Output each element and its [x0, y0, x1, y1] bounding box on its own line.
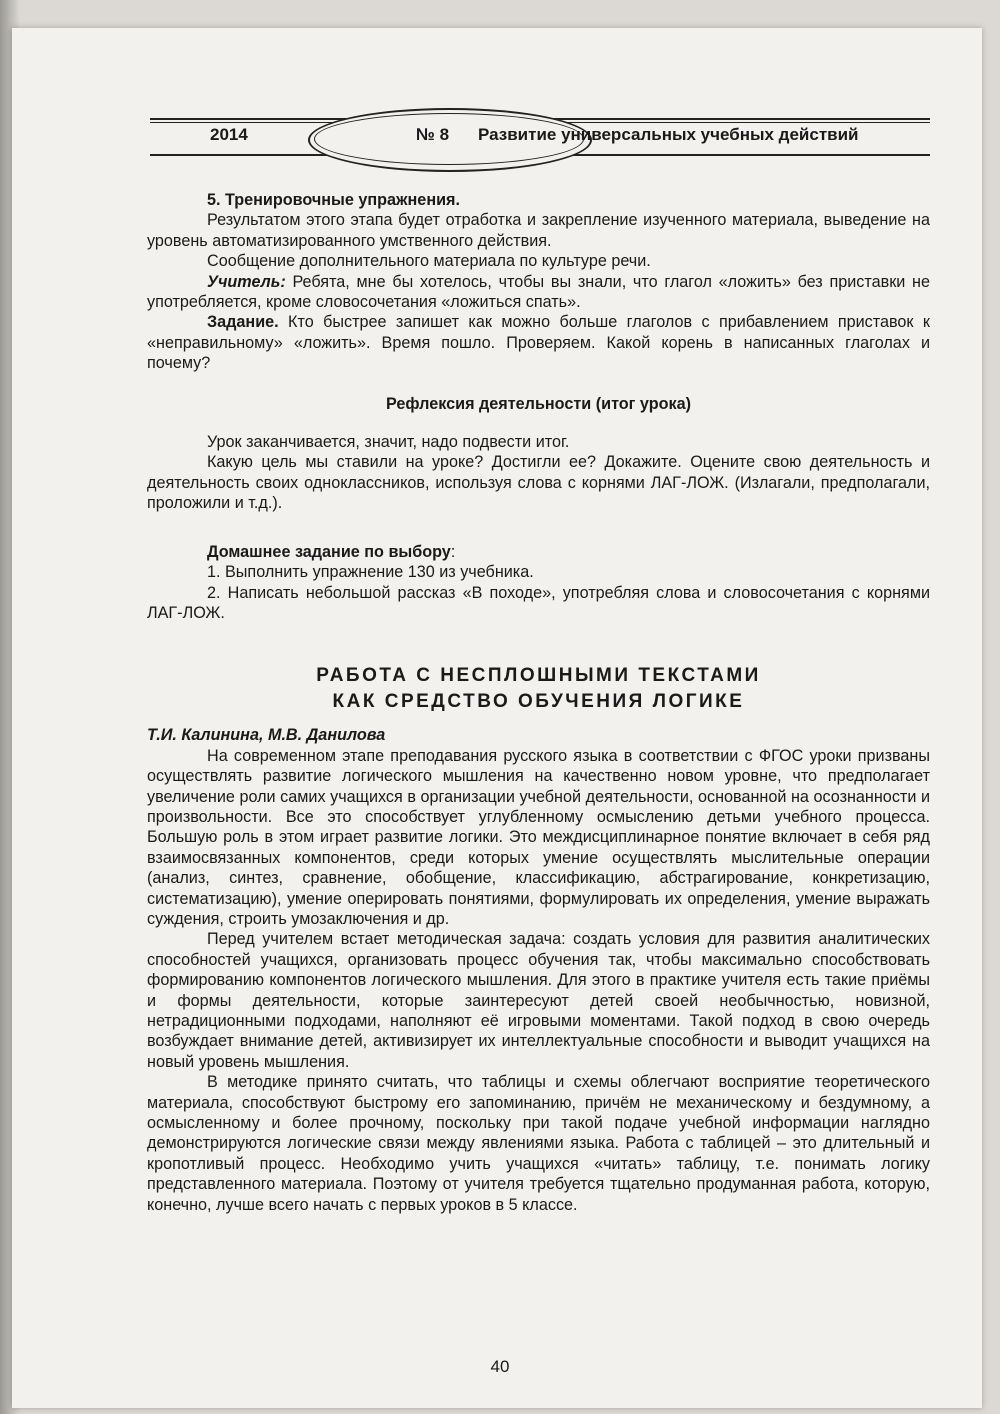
reflection-heading: Рефлексия деятельности (итог урока)	[386, 394, 691, 413]
homework-item: 1. Выполнить упражнение 130 из учебника.	[207, 563, 534, 582]
paragraph: Сообщение дополнительного материала по культуре речи.	[207, 252, 651, 271]
page-body	[147, 190, 930, 1215]
teacher-text: Ребята, мне бы хотелось, чтобы вы знали, что глагол «ложить» без приставки не употребляется, кроме словосочетания «ложиться спать».	[147, 272, 930, 312]
task-text: Кто быстрее запишет как можно больше глаголов с прибавлением приставок к «неправильному» «ложить». Время пошло. Проверяем. Какой корень в написанных глаголах и почему?	[147, 313, 930, 373]
header-year: 2014	[210, 125, 248, 144]
teacher-paragraph	[147, 272, 930, 313]
page-number: 40	[490, 1357, 510, 1376]
paragraph: В методике принято считать, что таблицы и схемы облегчают восприятие теоретического материала, способствуют быстрому его запоминанию, причём не механическому и бездумному, а осмысленному и более прочному, поскольку при такой подаче учебной информации наглядно демонстрируются логические связи между явлениями языка. Работа с таблицей – это длительный и кропотливый процесс. Необходимо учить учащихся «читать» таблицу, т.е. понимать логику представленного материала. Поэтому от учителя требуется тщательно продуманная работа, которую, конечно, лучше всего начать с первых уроков в 5 классе.	[147, 1073, 930, 1214]
homework-heading: Домашнее задание по выбору:	[207, 542, 456, 561]
header-section-title: Развитие универсальных учебных действий	[478, 125, 859, 144]
paragraph: Результатом этого этапа будет отработка и закрепление изученного материала, выведение на уровень автоматизированного умственного действия.	[147, 211, 930, 250]
section-heading: 5. Тренировочные упражнения.	[207, 191, 460, 209]
paragraph: На современном этапе преподавания русского языка в соответствии с ФГОС уроки призваны осуществлять развитие логического мышления на качественно новом уровне, что предполагает увеличение роли самих учащихся в организации учебной деятельности, основанной на осознанности и произвольности. Все это способствует углубленному осмыслению детьми учебного процесса. Большую роль в этом играет развитие логики. Это междисциплинарное понятие включает в себя ряд взаимосвязанных компонентов, среди которых умение осуществлять мыслительные операции (анализ, синтез, сравнение, обобщение, классификацию, абстрагирование, конкретизацию, систематизацию), умение оперировать понятиями, формулировать их определения, умение выражать суждения, строить умозаключения и др.	[147, 746, 930, 928]
article-title	[147, 663, 930, 715]
task-label: Задание.	[207, 313, 279, 332]
paragraph: Какую цель мы ставили на уроке? Достигли ее? Докажите. Оцените свою деятельность и деятельность своих одноклассников, используя слова с корнями ЛАГ-ЛОЖ. (Излагали, предполагали, проложили и т.д.).	[147, 453, 930, 513]
paragraph: Перед учителем встает методическая задача: создать условия для развития аналитических способностей учащихся, организовать процесс обучения так, чтобы максимально способствовать формированию компонентов логического мышления. Для этого в практике учителя есть такие приёмы и формы деятельности, которые заинтересуют детей своей необычностью, новизной, нетрадиционными подходами, наполняют её игровыми моментами. Такой подход в свою очередь возбуждает внимание детей, активизирует их интеллектуальные способности и выводит учащихся на новый уровень мышления.	[147, 930, 930, 1071]
article-title-line2: КАК СРЕДСТВО ОБУЧЕНИЯ ЛОГИКЕ	[332, 691, 745, 713]
article-title-line1: РАБОТА С НЕСПЛОШНЫМИ ТЕКСТАМИ	[316, 665, 761, 687]
teacher-label: Учитель:	[207, 272, 286, 291]
article-authors: Т.И. Калинина, М.В. Данилова	[147, 726, 386, 745]
homework-item: 2. Написать небольшой рассказ «В походе», употребляя слова и словосочетания с корнями ЛАГ-ЛОЖ.	[147, 583, 930, 622]
task-paragraph	[147, 312, 930, 373]
running-header	[150, 112, 930, 162]
paragraph: Урок заканчивается, значит, надо подвести итог.	[207, 433, 570, 452]
header-issue-number: № 8	[416, 125, 450, 144]
